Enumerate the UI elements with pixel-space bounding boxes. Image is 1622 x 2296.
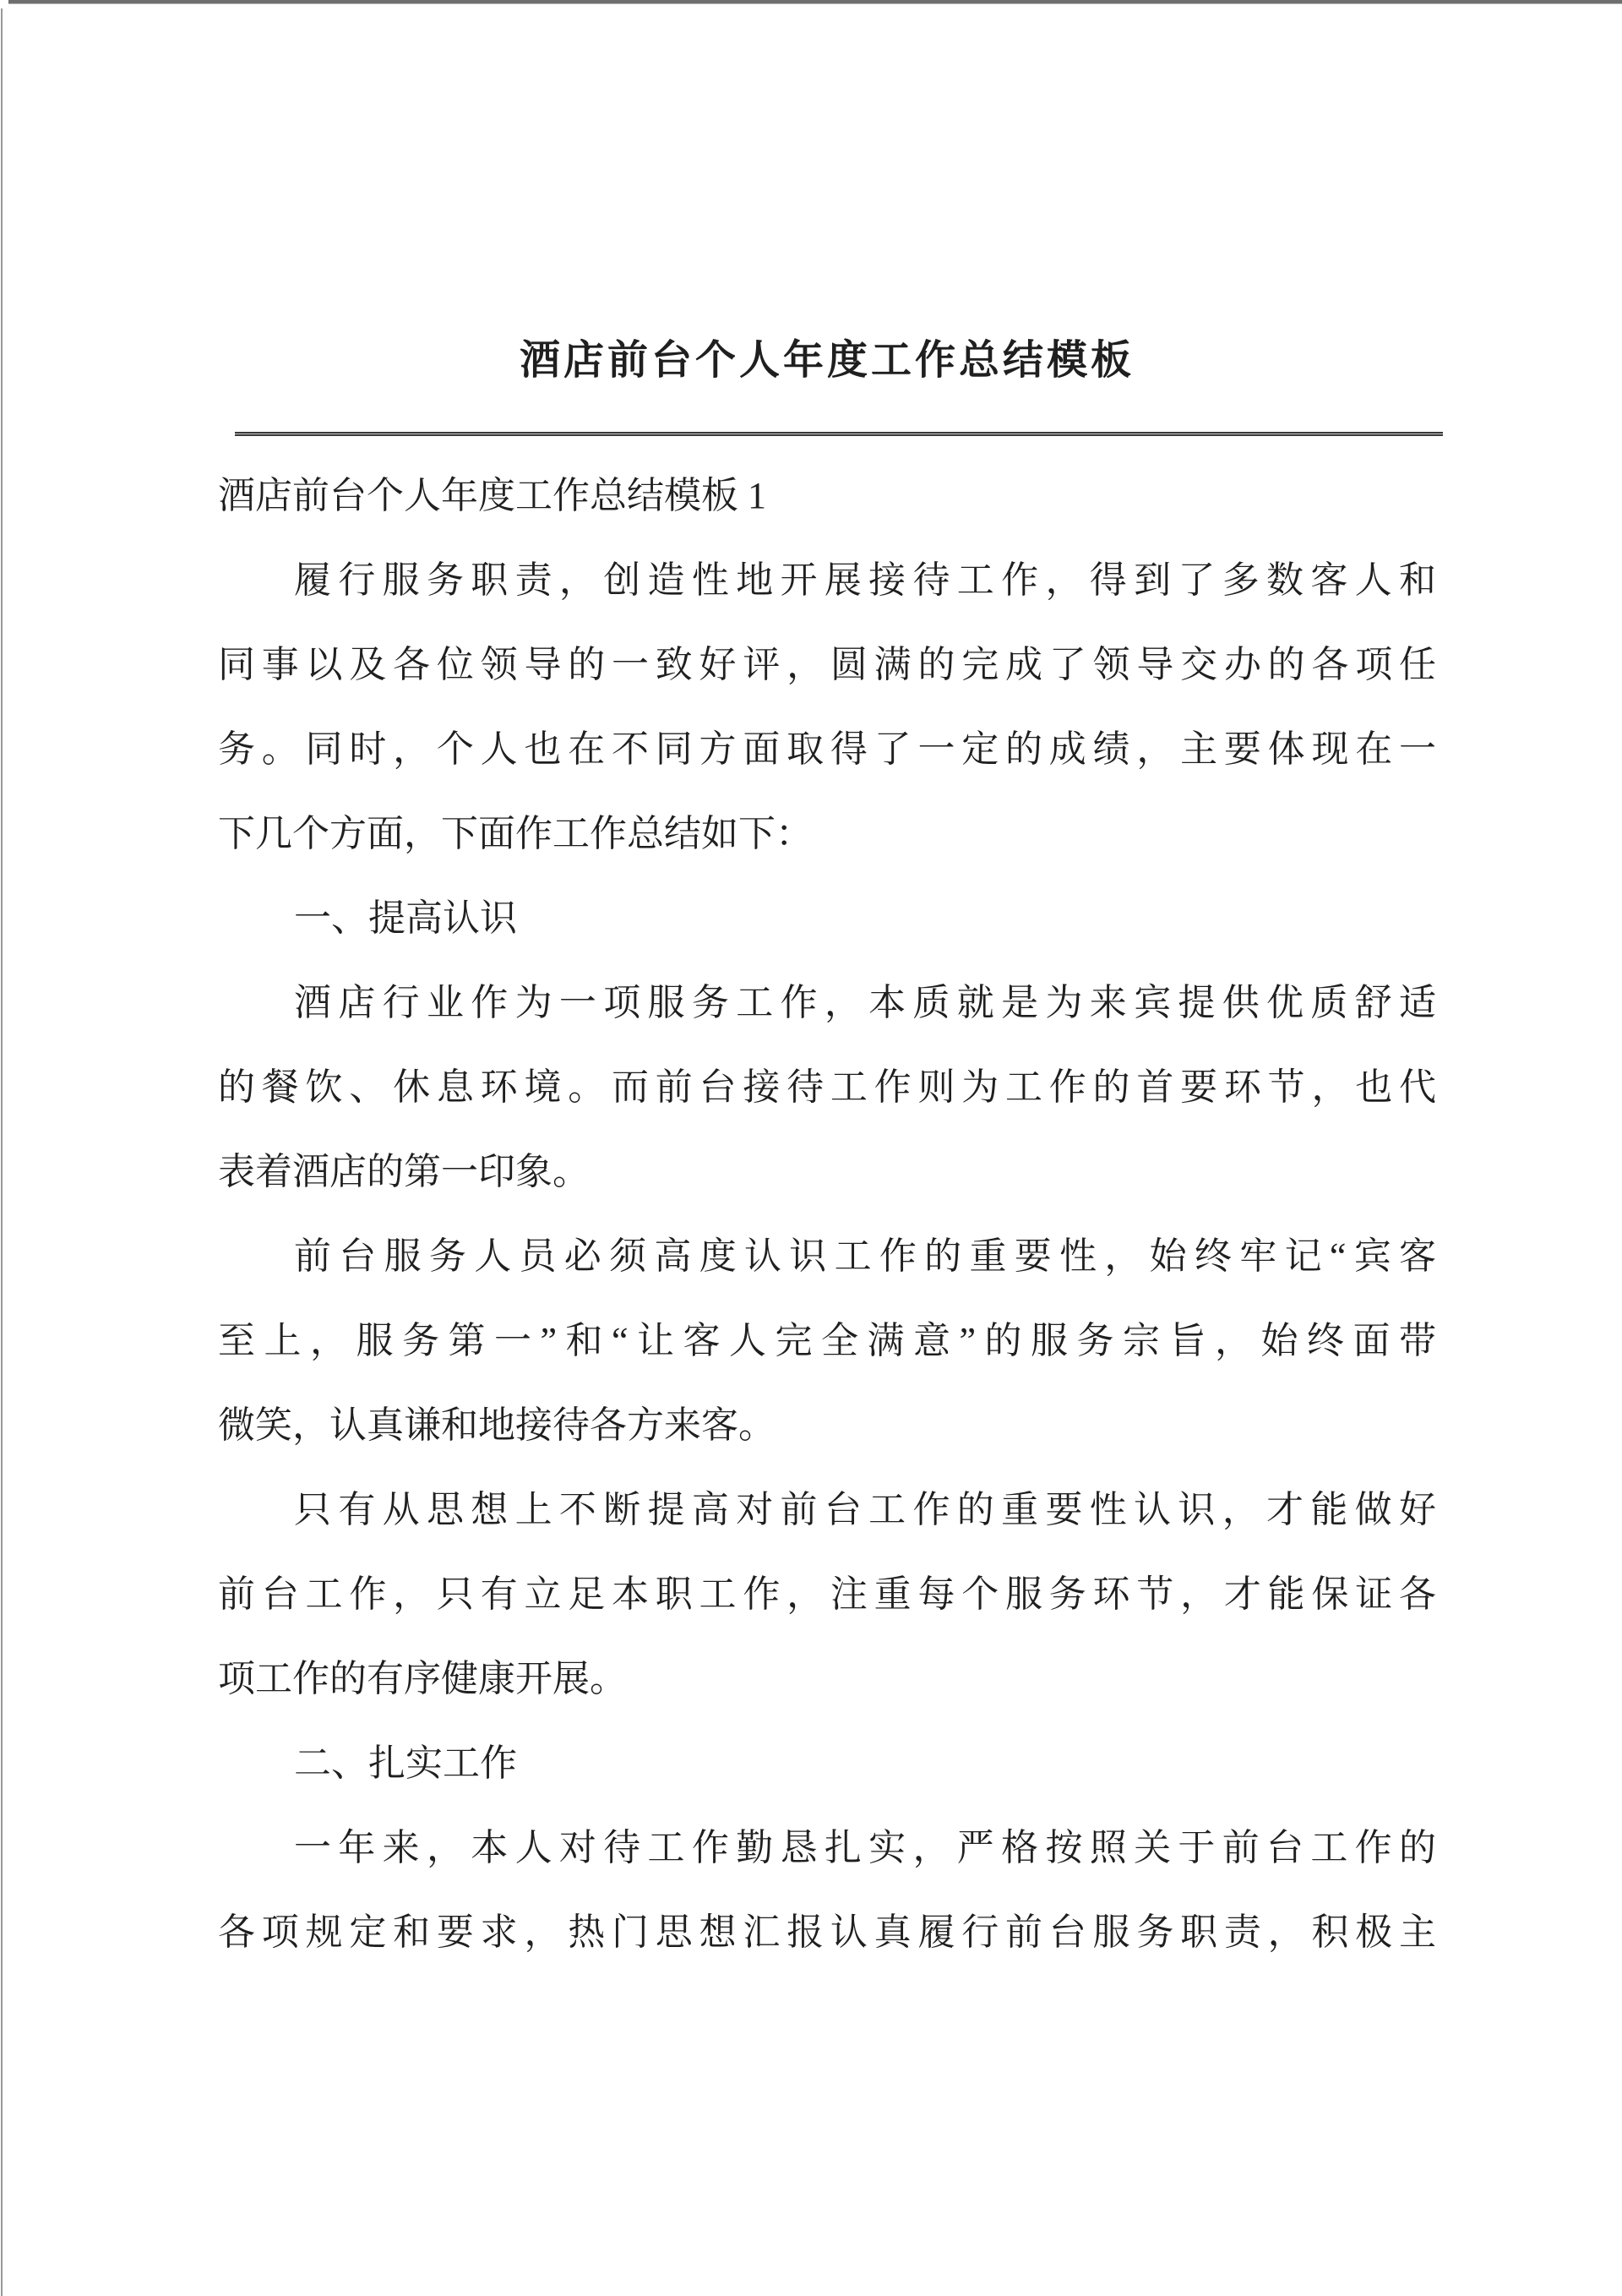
text-line: 表着酒店的第一印象。 [218,1151,590,1192]
text-line: 至上，服务第一”和“让客人完全满意”的服务宗旨，始终面带 [218,1320,1436,1361]
title-separator-line [235,432,1443,436]
text-line: 同事以及各位领导的一致好评，圆满的完成了领导交办的各项任 [218,644,1436,685]
document-title: 酒店前台个人年度工作总结模板 [519,338,1135,383]
text-line: 各项规定和要求，热门思想汇报认真履行前台服务职责，积极主 [218,1912,1436,1953]
section-heading: 二、扎实工作 [294,1742,517,1784]
window-left-edge [1,8,3,2296]
section-heading: 一、提高认识 [294,897,517,939]
text-line: 前台工作，只有立足本职工作，注重每个服务环节，才能保证各 [218,1573,1436,1615]
text-line: 的餐饮、休息环境。而前台接待工作则为工作的首要环节，也代 [218,1066,1436,1108]
text-line: 项工作的有序健康开展。 [218,1658,627,1699]
text-line: 前台服务人员必须高度认识工作的重要性，始终牢记“宾客 [294,1235,1436,1277]
document-subtitle: 酒店前台个人年度工作总结模板 1 [218,475,766,516]
window-top-edge [8,0,1622,4]
text-line: 下几个方面，下面作工作总结如下： [218,813,813,854]
text-line: 只有从思想上不断提高对前台工作的重要性认识，才能做好 [294,1489,1436,1530]
document-lines [218,538,1436,1975]
text-line: 酒店行业作为一项服务工作，本质就是为来宾提供优质舒适 [294,982,1436,1023]
text-line: 务。同时，个人也在不同方面取得了一定的成绩，主要体现在一 [218,728,1436,770]
text-line: 微笑，认真谦和地接待各方来客。 [218,1404,776,1446]
text-line: 一年来，本人对待工作勤恳扎实，严格按照关于前台工作的 [294,1827,1436,1868]
text-line: 履行服务职责，创造性地开展接待工作，得到了多数客人和 [294,559,1436,601]
document-body [218,454,1436,1975]
